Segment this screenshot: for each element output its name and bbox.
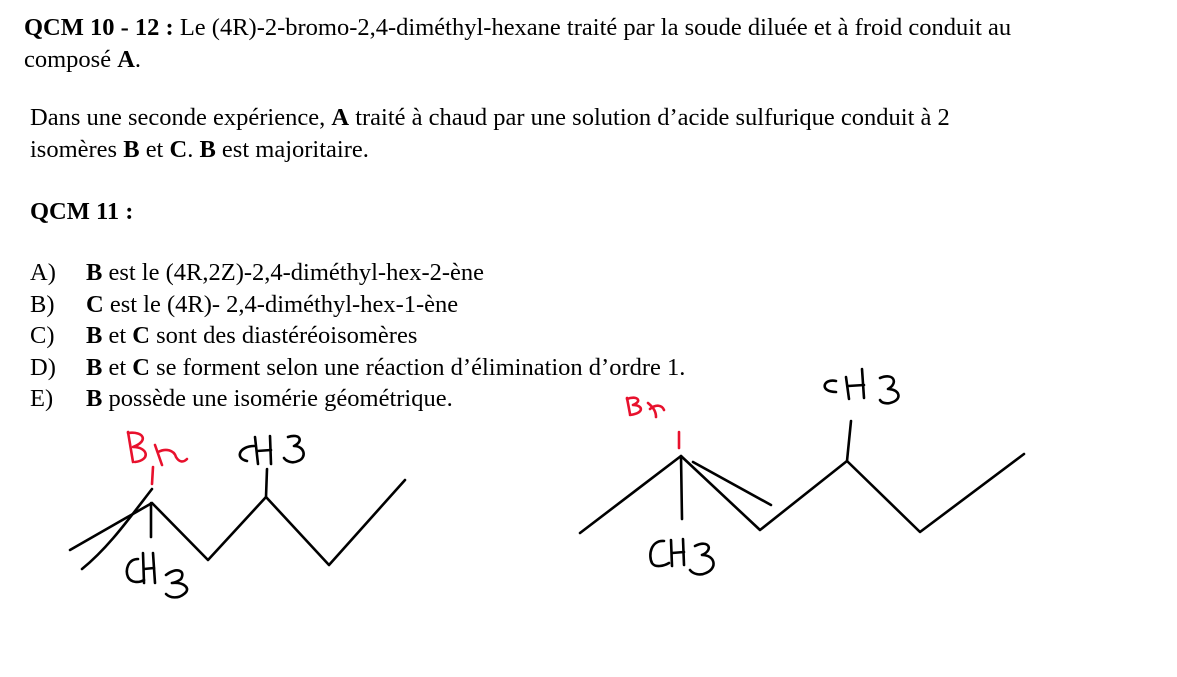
right-ch3-top bbox=[825, 369, 899, 403]
para2-compound-b-2: B bbox=[199, 136, 216, 163]
option-text: sont des diastéréoisomères bbox=[149, 322, 418, 350]
option-letter: B) bbox=[30, 290, 55, 318]
compound-a: A bbox=[117, 46, 135, 73]
left-ch3-top bbox=[240, 436, 304, 464]
left-ch3-bottom bbox=[127, 553, 187, 597]
para2-text-1: Dans une seconde expérience, bbox=[30, 104, 332, 131]
left-br-label bbox=[128, 432, 187, 465]
intro-line-2-text: composé bbox=[24, 46, 118, 73]
option-bold: B bbox=[86, 322, 103, 350]
para2-compound-b: B bbox=[123, 136, 140, 163]
option-letter: C) bbox=[30, 322, 55, 350]
right-br-label bbox=[627, 398, 664, 417]
qcm-10-12-label: QCM 10 - 12 : bbox=[24, 14, 174, 41]
option-text: possède une isomérie géométrique. bbox=[102, 385, 453, 413]
intro-line-1-text: Le (4R)-2-bromo-2,4-diméthyl-hexane traité par la soude diluée et à froid conduit au bbox=[173, 14, 1012, 41]
option-bold: C bbox=[86, 290, 104, 318]
para2-compound-a: A bbox=[331, 104, 350, 131]
right-skeleton bbox=[580, 421, 1024, 533]
option-letter: A) bbox=[30, 259, 56, 286]
option-bold: B bbox=[86, 353, 103, 381]
para2-text-3: isomères bbox=[30, 136, 124, 163]
option-text: est le (4R)- 2,4-diméthyl-hex-1-ène bbox=[103, 290, 459, 318]
qcm-11-title: QCM 11 : bbox=[30, 198, 134, 225]
right-ch3-bottom bbox=[650, 539, 713, 574]
option-bold: B bbox=[86, 259, 103, 286]
option-letter: D) bbox=[30, 353, 56, 381]
option-mid: et bbox=[102, 322, 133, 350]
right-structure bbox=[580, 369, 1024, 574]
option-letter: E) bbox=[30, 385, 54, 413]
left-structure bbox=[70, 432, 405, 597]
option-text: est le (4R,2Z)-2,4-diméthyl-hex-2-ène bbox=[102, 259, 485, 286]
para2-text-6: est majoritaire. bbox=[215, 136, 369, 163]
para2-text-2: traité à chaud par une solution d’acide sulfurique conduit à 2 bbox=[349, 104, 950, 131]
para2-compound-c: C bbox=[169, 136, 188, 163]
left-skeleton bbox=[70, 469, 405, 569]
option-bold-2: C bbox=[132, 353, 150, 381]
option-bold-2: C bbox=[132, 322, 150, 350]
left-br-bond bbox=[152, 467, 153, 484]
option-bold: B bbox=[86, 385, 103, 413]
option-mid: et bbox=[102, 353, 133, 381]
option-text: se forment selon une réaction d’élimination d’ordre 1. bbox=[149, 353, 686, 381]
intro-line-2-end: . bbox=[134, 46, 142, 73]
para2-text-4: et bbox=[139, 136, 170, 163]
para2-text-5: . bbox=[187, 136, 200, 163]
